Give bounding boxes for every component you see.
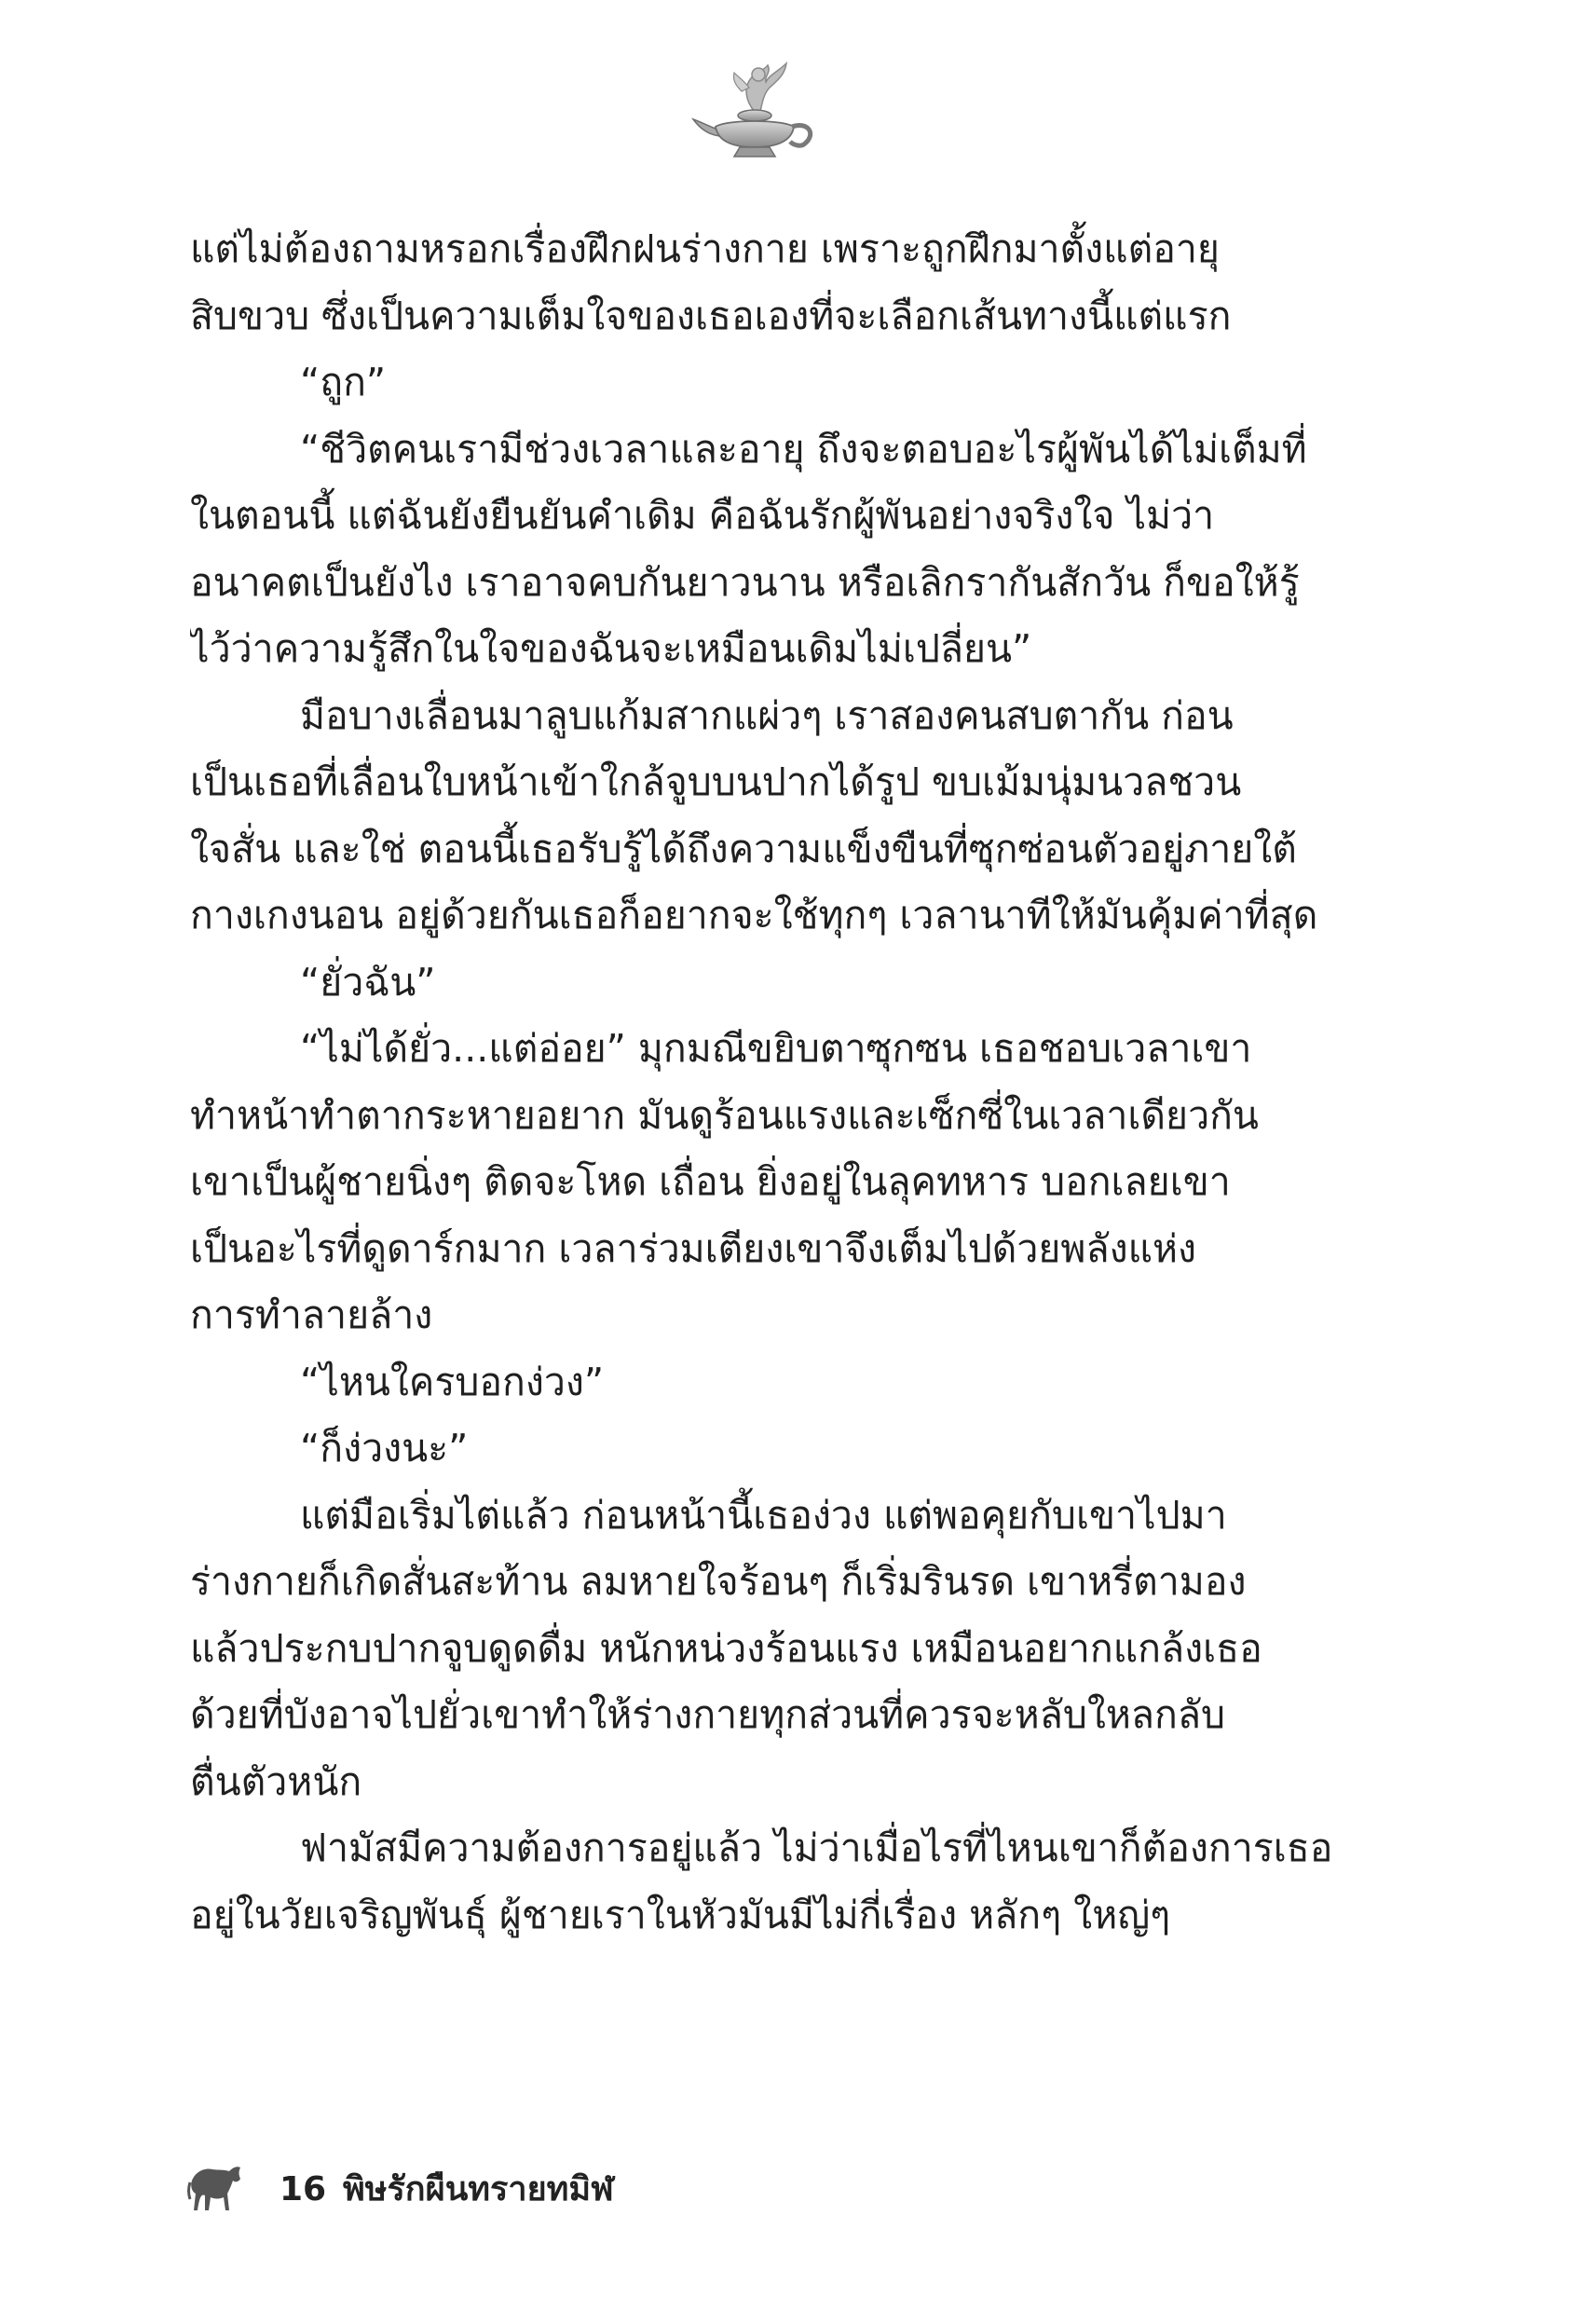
body-text	[190, 216, 1336, 2136]
text-line: สิบขวบ ซึ่งเป็นความเต็มใจของเธอเองที่จะเลือกเส้นทางนี้แต่แรก	[190, 293, 1232, 338]
text-line: เป็นอะไรที่ดูดาร์กมาก เวลาร่วมเตียงเขาจึงเต็มไปด้วยพลังแห่ง	[190, 1225, 1197, 1271]
text-line: ทำหน้าทำตากระหายอยาก มันดูร้อนแรงและเซ็กซี่ในเวลาเดียวกัน	[190, 1092, 1259, 1138]
page-number: 16	[280, 2170, 327, 2208]
text-line: แต่ไม่ต้องถามหรอกเรื่องฝึกฝนร่างกาย เพราะถูกฝึกมาตั้งแต่อายุ	[190, 226, 1220, 271]
text-line: แต่มือเริ่มไต่แล้ว ก่อนหน้านี้เธอง่วง แต่พอคุยกับเขาไปมา	[300, 1492, 1227, 1538]
text-line: ด้วยที่บังอาจไปยั่วเขาทำให้ร่างกายทุกส่วนที่ควรจะหลับใหลกลับ	[190, 1692, 1225, 1737]
text-line: มือบางเลื่อนมาลูบแก้มสากแผ่วๆ เราสองคนสบตากัน ก่อน	[300, 692, 1234, 738]
text-line: อยู่ในวัยเจริญพันธุ์ ผู้ชายเราในหัวมันมีไม่กี่เรื่อง หลักๆ ใหญ่ๆ	[190, 1892, 1171, 1937]
text-line: ในตอนนี้ แต่ฉันยังยืนยันคำเดิม คือฉันรักผู้พันอย่างจริงใจ ไม่ว่า	[190, 493, 1215, 538]
text-line: “ไม่ได้ยั่ว...แต่อ่อย” มุกมณีขยิบตาซุกซน เธอชอบเวลาเขา	[300, 1026, 1252, 1071]
text-line: “ไหนใครบอกง่วง”	[300, 1359, 605, 1404]
text-line: ไว้ว่าความรู้สึกในใจของฉันจะเหมือนเดิมไม่เปลี่ยน”	[190, 626, 1032, 671]
text-line: “ถูก”	[300, 360, 387, 404]
page-footer	[186, 2162, 839, 2227]
text-line: กางเกงนอน อยู่ด้วยกันเธอก็อยากจะใช้ทุกๆ เวลานาทีให้มันคุ้มค่าที่สุด	[190, 893, 1318, 937]
text-line: เป็นเธอที่เลื่อนใบหน้าเข้าใกล้จูบบนปากได้รูป ขบเม้มนุ่มนวลชวน	[190, 759, 1242, 804]
genie-lamp-icon	[689, 54, 820, 166]
text-line: “ยั่วฉัน”	[300, 959, 436, 1005]
horse-icon	[186, 2162, 244, 2214]
text-line: เขาเป็นผู้ชายนิ่งๆ ติดจะโหด เถื่อน ยิ่งอยู่ในลุคทหาร บอกเลยเขา	[190, 1159, 1231, 1204]
text-line: การทำลายล้าง	[190, 1292, 433, 1337]
text-line: แล้วประกบปากจูบดูดดื่ม หนักหน่วงร้อนแรง เหมือนอยากแกล้งเธอ	[190, 1625, 1262, 1671]
text-line: ตื่นตัวหนัก	[190, 1758, 362, 1804]
book-title: พิษรักผืนทรายทมิฬ	[343, 2170, 614, 2208]
text-line: ฟามัสมีความต้องการอยู่แล้ว ไม่ว่าเมื่อไรที่ไหนเขาก็ต้องการเธอ	[300, 1826, 1333, 1870]
text-line: “ชีวิตคนเรามีช่วงเวลาและอายุ ถึงจะตอบอะไรผู้พันได้ไม่เต็มที่	[300, 426, 1307, 472]
text-line: ใจสั่น และใช่ ตอนนี้เธอรับรู้ได้ถึงความแข็งขืนที่ซุกซ่อนตัวอยู่ภายใต้	[190, 826, 1297, 871]
text-line: “ก็ง่วงนะ”	[300, 1426, 469, 1470]
text-line: อนาคตเป็นยังไง เราอาจคบกันยาวนาน หรือเลิกรากันสักวัน ก็ขอให้รู้	[190, 559, 1300, 605]
text-line: ร่างกายก็เกิดสั่นสะท้าน ลมหายใจร้อนๆ ก็เริ่มรินรด เขาหรี่ตามอง	[190, 1559, 1247, 1604]
